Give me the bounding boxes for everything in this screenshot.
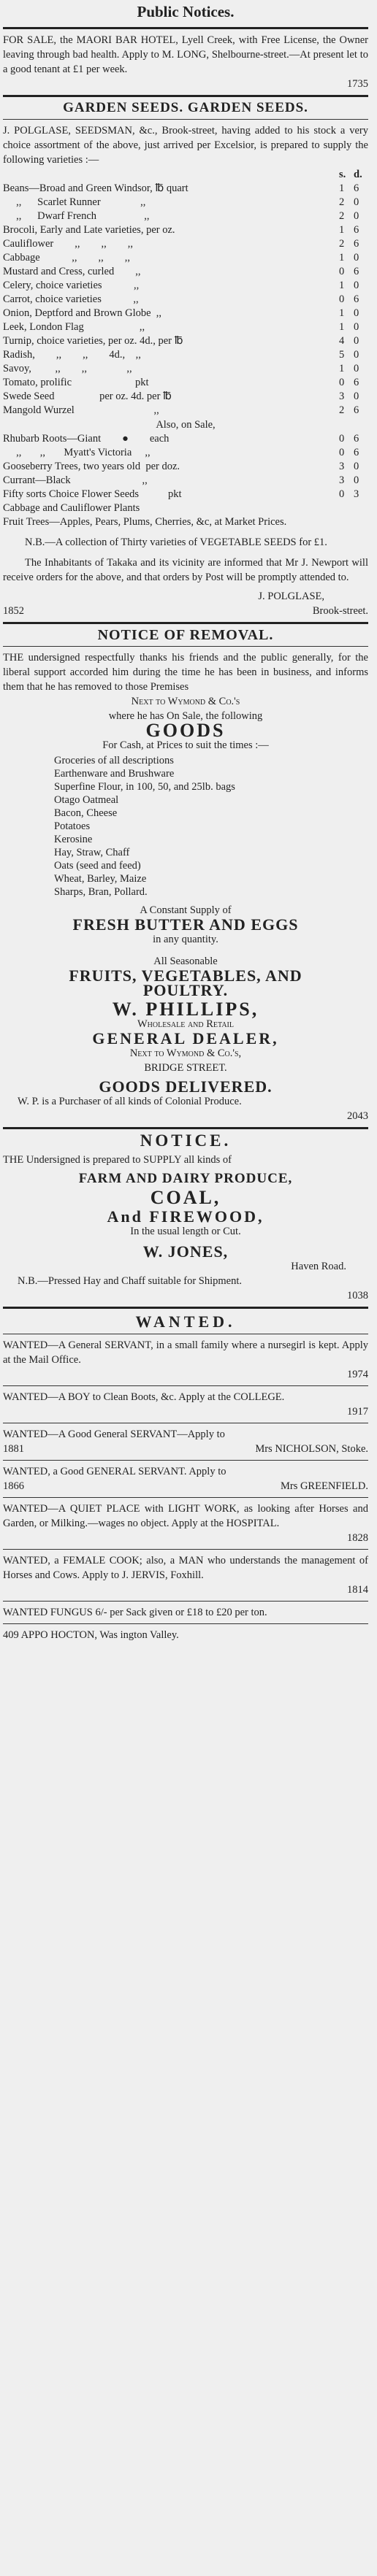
garden-footer: [3, 604, 368, 618]
divider: [3, 1460, 368, 1461]
goods-item: Earthenware and Brushware: [54, 768, 175, 780]
price-row: [3, 334, 368, 348]
goods-item: Superfine Flour, in 100, 50, and 25lb. bags: [54, 781, 235, 793]
goods-item: Kerosine: [54, 834, 93, 845]
divider: [3, 1307, 368, 1309]
item-name: Currant—Black ,,: [3, 474, 148, 486]
goods-item: Oats (seed and feed): [54, 860, 141, 872]
item-shillings: 1: [339, 252, 345, 264]
wanted-ad-text: WANTED, a Good GENERAL SERVANT. Apply to: [3, 1466, 226, 1477]
item-name: Gooseberry Trees, two years old per doz.: [3, 461, 180, 472]
price-header: [3, 167, 368, 182]
divider: [3, 1497, 368, 1498]
garden-address: Brook-street.: [312, 605, 368, 617]
ad-number: 1866: [3, 1480, 24, 1492]
wanted-ad-footer: [3, 1442, 368, 1456]
wanted-ad-text: WANTED—A QUIET PLACE with LIGHT WORK, as looking after Horses and Garden, or Milking.—wages no object. Apply at the HOSPITAL.: [3, 1503, 368, 1529]
removal-intro: THE undersigned respectfully thanks his friends and the public generally, for the liberal support accorded him during the time he has been in business, and informs them that he has removed to those Premises: [3, 652, 368, 693]
ad-number: 1038: [347, 1290, 368, 1302]
seed-price-list: [3, 182, 368, 418]
ad-number: 1917: [347, 1406, 368, 1418]
price-row: [3, 320, 368, 334]
maori-bar-text: FOR SALE, the MAORI BAR HOTEL, Lyell Creek, with Free License, the Owner leaving through bad health. Apply to M. LONG, Shelbourne-street.—At present let to a good tenant at £1 per week.: [3, 34, 368, 75]
removal-seasonable: All Seasonable: [153, 956, 218, 967]
divider: [3, 1549, 368, 1550]
goods-item: Potatoes: [54, 820, 91, 832]
item-shillings: 2: [339, 210, 345, 222]
wanted-ad-text: WANTED FUNGUS 6/- per Sack given or £18 to £20 per ton.: [3, 1607, 267, 1618]
price-row: [3, 182, 368, 196]
ad-number: 1735: [347, 78, 368, 90]
item-name: Mangold Wurzel ,,: [3, 404, 159, 416]
wanted-ad-footer: [3, 1583, 368, 1597]
wanted-ad: [3, 1338, 368, 1382]
item-shillings: 2: [339, 404, 345, 416]
item-name: Mustard and Cress, curled ,,: [3, 266, 141, 277]
item-shillings: 4: [339, 335, 345, 347]
item-name: Savoy, ,, ,, ,,: [3, 363, 132, 374]
notice-farm: FARM AND DAIRY PRODUCE,: [78, 1171, 293, 1186]
item-shillings: 0: [339, 433, 345, 445]
price-row: [3, 376, 368, 390]
divider: [3, 646, 368, 647]
page-title: Public Notices.: [137, 3, 235, 20]
wanted-ad: [3, 1605, 368, 1620]
item-pence: 6: [354, 404, 359, 416]
divider: [3, 95, 368, 97]
item-shillings: 1: [339, 224, 345, 236]
item-name: Brocoli, Early and Late varieties, per oz.: [3, 224, 175, 236]
price-row: [3, 265, 368, 279]
also-on-sale: Also, on Sale,: [156, 419, 216, 431]
garden-inhabitants: The Inhabitants of Takaka and its vicinity are informed that Mr J. Newport will receive orders for the above, and that orders by Post will be promptly attended to.: [3, 557, 368, 583]
notice-firewood: And FIREWOOD,: [107, 1207, 264, 1226]
item-shillings: 2: [339, 196, 345, 208]
notice-coal: COAL,: [150, 1187, 221, 1208]
wanted-ad-text: WANTED—A Good General SERVANT—Apply to: [3, 1429, 225, 1440]
price-row: [3, 474, 368, 488]
item-pence: 6: [354, 266, 359, 277]
col-pence: d.: [354, 169, 362, 180]
item-name: Fifty sorts Choice Flower Seeds pkt: [3, 488, 182, 500]
wanted-ad: [3, 1553, 368, 1597]
item-pence: 3: [354, 488, 359, 500]
item-shillings: 1: [339, 321, 345, 333]
item-pence: 6: [354, 377, 359, 388]
item-name: Fruit Trees—Apples, Pears, Plums, Cherries, &c, at Market Prices.: [3, 516, 287, 528]
wanted-ad-text: WANTED, a FEMALE COOK; also, a MAN who understands the management of Horses and Cows. Apply to J. JERVIS, Foxhill.: [3, 1555, 368, 1581]
notice-name: W. JONES,: [142, 1242, 229, 1261]
wanted-ad: [3, 1390, 368, 1419]
wanted-section: [3, 1312, 368, 1642]
item-shillings: 0: [339, 447, 345, 458]
item-name: Radish, ,, ,, 4d., ,,: [3, 349, 141, 361]
removal-purchaser: W. P. is a Purchaser of all kinds of Colonial Produce.: [18, 1096, 242, 1107]
goods-item: Otago Oatmeal: [54, 794, 119, 806]
item-pence: 6: [354, 182, 359, 194]
item-name: Cabbage ,, ,, ,,: [3, 252, 130, 264]
price-row: [3, 196, 368, 209]
item-name: Cabbage and Cauliflower Plants: [3, 502, 140, 514]
price-row: [3, 209, 368, 223]
goods-list: [3, 754, 368, 899]
wanted-ad-footer: [3, 1404, 368, 1419]
goods-item: Hay, Straw, Chaff: [54, 847, 130, 858]
price-row: [3, 362, 368, 376]
item-shillings: 0: [339, 266, 345, 277]
price-row: [3, 404, 368, 418]
removal-where: where he has On Sale, the following: [108, 710, 263, 722]
item-pence: 0: [354, 391, 359, 402]
removal-name: W. PHILLIPS,: [112, 999, 259, 1020]
item-name: ,, Scarlet Runner ,,: [3, 196, 146, 208]
item-pence: 0: [354, 363, 359, 374]
item-name: Turnip, choice varieties, per oz. 4d., per ℔: [3, 335, 183, 347]
wanted-heading: WANTED.: [135, 1312, 236, 1331]
item-name: Onion, Deptford and Brown Globe ,,: [3, 307, 162, 319]
removal-dealer: GENERAL DEALER,: [92, 1029, 279, 1047]
goods-item: Groceries of all descriptions: [54, 755, 174, 766]
column: [3, 0, 368, 1642]
price-row: [3, 223, 368, 237]
price-row: [3, 307, 368, 320]
item-name: Rhubarb Roots—Giant ● each: [3, 433, 170, 445]
item-shillings: 3: [339, 474, 345, 486]
garden-seeds-ad: [3, 101, 368, 618]
divider: [3, 622, 368, 624]
item-pence: 0: [354, 461, 359, 472]
ad-number: 1828: [347, 1532, 368, 1544]
item-shillings: 0: [339, 488, 345, 500]
ad-number: 1814: [347, 1584, 368, 1596]
col-shillings: s.: [339, 169, 346, 180]
item-pence: 6: [354, 293, 359, 305]
removal-fruits: FRUITS, VEGETABLES, AND: [69, 966, 302, 985]
item-pence: 0: [354, 252, 359, 264]
item-shillings: 2: [339, 238, 345, 250]
item-shillings: 3: [339, 461, 345, 472]
removal-butter: FRESH BUTTER AND EGGS: [72, 915, 299, 934]
price-row: [3, 279, 368, 293]
item-pence: 6: [354, 433, 359, 445]
price-row: [3, 488, 368, 501]
wanted-ad: [3, 1427, 368, 1456]
garden-nb: N.B.—A collection of Thirty varieties of VEGETABLE SEEDS for £1.: [25, 537, 327, 548]
divider: [3, 119, 368, 120]
item-pence: 0: [354, 280, 359, 291]
removal-heading: NOTICE OF REMOVAL.: [97, 627, 274, 643]
divider: [3, 1127, 368, 1129]
item-pence: 0: [354, 474, 359, 486]
removal-quantity: in any quantity.: [153, 934, 218, 945]
item-pence: 6: [354, 238, 359, 250]
item-name: Celery, choice varieties ,,: [3, 280, 140, 291]
item-shillings: 0: [339, 293, 345, 305]
divider: [3, 27, 368, 29]
divider: [3, 1623, 368, 1624]
item-name: Tomato, prolific pkt: [3, 377, 149, 388]
item-shillings: 1: [339, 307, 345, 319]
goods-item: Wheat, Barley, Maize: [54, 873, 147, 885]
item-shillings: 5: [339, 349, 345, 361]
item-shillings: 1: [339, 280, 345, 291]
item-shillings: 0: [339, 377, 345, 388]
wanted-ad-footer: [3, 1531, 368, 1545]
goods-item: Bacon, Cheese: [54, 807, 118, 819]
item-pence: 0: [354, 349, 359, 361]
price-row: [3, 251, 368, 265]
removal-supply: A Constant Supply of: [140, 904, 232, 916]
other-price-list: [3, 432, 368, 529]
garden-signer: J. POLGLASE,: [258, 591, 324, 602]
removal-next-to-2: Next to Wymond & Co.'s,: [129, 1047, 242, 1059]
removal-next-to: Next to Wymond & Co.'s: [131, 696, 240, 707]
removal-goods: GOODS: [145, 720, 226, 741]
wanted-ad: [3, 1464, 368, 1493]
item-name: Carrot, choice varieties ,,: [3, 293, 139, 305]
wanted-ad-footer: [3, 1367, 368, 1382]
price-row: [3, 293, 368, 307]
notice-intro: THE Undersigned is prepared to SUPPLY all kinds of: [3, 1154, 232, 1166]
price-row: [3, 432, 368, 446]
notice-road: Haven Road.: [291, 1261, 346, 1272]
removal-delivered: GOODS DELIVERED.: [99, 1077, 273, 1096]
wanted-ad-footer: [3, 1479, 368, 1493]
ad-number: 1881: [3, 1443, 24, 1455]
item-name: Swede Seed per oz. 4d. per ℔: [3, 391, 172, 402]
garden-intro: J. POLGLASE, SEEDSMAN, &c., Brook-street, having added to his stock a very choice assortment of the above, just arrived per Excelsior, is prepared to supply the following varieties :—: [3, 125, 368, 166]
ad-number: 1852: [3, 605, 24, 617]
removal-ad: [3, 628, 368, 1123]
notice-nb: N.B.—Pressed Hay and Chaff suitable for Shipment.: [18, 1275, 243, 1287]
removal-bridge: BRIDGE STREET.: [144, 1062, 227, 1074]
removal-trade: Wholesale and Retail: [137, 1018, 234, 1030]
item-name: Beans—Broad and Green Windsor, ℔ quart: [3, 182, 188, 194]
item-shillings: 3: [339, 391, 345, 402]
item-name: Leek, London Flag ,,: [3, 321, 145, 333]
ad-number: 2043: [347, 1110, 368, 1122]
wanted-ad-text: WANTED—A BOY to Clean Boots, &c. Apply at the COLLEGE.: [3, 1391, 285, 1403]
price-row: [3, 515, 368, 529]
maori-bar-ad: [3, 33, 368, 91]
price-row: [3, 446, 368, 460]
item-pence: 6: [354, 224, 359, 236]
divider: [3, 1601, 368, 1602]
item-shillings: 1: [339, 182, 345, 194]
price-row: [3, 501, 368, 515]
wanted-last-line: 409 APPO HOCTON, Was ington Valley.: [3, 1629, 179, 1641]
notice-heading: NOTICE.: [140, 1131, 232, 1150]
removal-poultry: POULTRY.: [142, 981, 229, 999]
item-name: ,, ,, Myatt's Victoria ,,: [3, 447, 151, 458]
item-shillings: 1: [339, 363, 345, 374]
price-row: [3, 348, 368, 362]
item-pence: 0: [354, 210, 359, 222]
item-pence: 6: [354, 447, 359, 458]
ad-number: 1974: [347, 1369, 368, 1380]
item-pence: 0: [354, 196, 359, 208]
garden-heading: GARDEN SEEDS. GARDEN SEEDS.: [63, 100, 308, 115]
divider: [3, 1385, 368, 1386]
removal-cash: For Cash, at Prices to suit the times :—: [102, 739, 269, 751]
jones-notice-ad: [3, 1131, 368, 1303]
wanted-ads: [3, 1338, 368, 1624]
item-pence: 0: [354, 335, 359, 347]
item-pence: 0: [354, 321, 359, 333]
price-row: [3, 460, 368, 474]
price-row: [3, 390, 368, 404]
item-name: ,, Dwarf French ,,: [3, 210, 150, 222]
price-row: [3, 237, 368, 251]
goods-item: Sharps, Bran, Pollard.: [54, 886, 148, 898]
wanted-ad-text: WANTED—A General SERVANT, in a small family where a nursegirl is kept. Apply at the Mail Office.: [3, 1339, 368, 1366]
notice-usual: In the usual length or Cut.: [130, 1226, 241, 1237]
item-name: Cauliflower ,, ,, ,,: [3, 238, 134, 250]
wanted-ad: [3, 1502, 368, 1545]
wanted-ad-signature: Mrs NICHOLSON, Stoke.: [255, 1443, 368, 1455]
item-pence: 0: [354, 307, 359, 319]
wanted-ad-signature: Mrs GREENFIELD.: [280, 1480, 368, 1492]
